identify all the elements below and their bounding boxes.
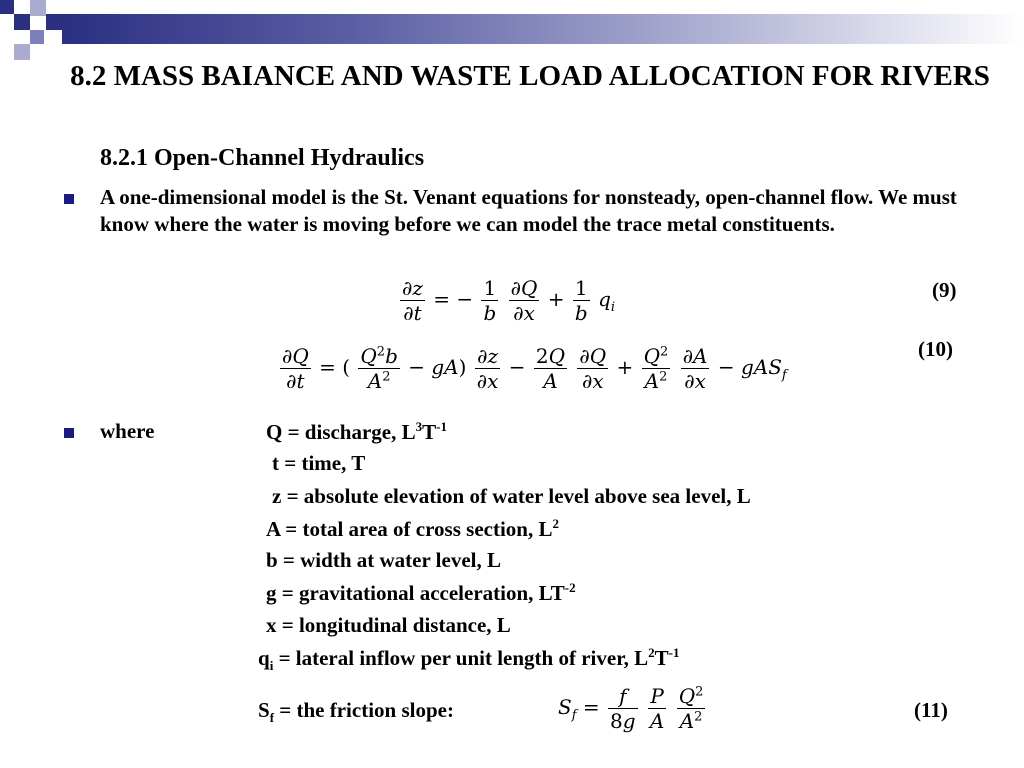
equation-10-number: (10) — [918, 337, 953, 361]
equation-10: $\frac{\partial Q}{\partial t}$ = ( $\frac{Q^2b}{A^2}$ − gA) $\frac{\partial z}{\partial x}$ − $\frac{2Q}{A}$ $\frac{\partial Q}{\partial x}$ + $\frac{Q^2}{A^2}$ $\frac{\partial A}{\partial x}$ − gAS$_f$ — [282, 344, 787, 393]
definition-lateral-inflow: $q_i$ = lateral inflow per unit length of river, $L^2T^{-1}$ — [258, 645, 680, 674]
header-gradient-bar — [62, 14, 1024, 44]
decor-square — [46, 14, 62, 30]
equation-11: $S_f$ = $\frac{f}{8g}$ $\frac{P}{A}$ $\frac{Q^2}{A^2}$ — [558, 684, 704, 733]
equation-9: $\frac{\partial z}{\partial t}$ = − $\frac{1}{b}$ $\frac{\partial Q}{\partial x}$ + $\frac{1}{b}$ $q_i$ — [402, 276, 616, 325]
definition-elevation: z = absolute elevation of water level above sea level, L — [272, 484, 751, 508]
page-title: 8.2 MASS BAIANCE AND WASTE LOAD ALLOCATION FOR RIVERS — [70, 60, 990, 92]
definition-area: A = total area of cross section, $L^2$ — [266, 516, 559, 541]
decor-square — [30, 30, 44, 44]
decor-square — [30, 0, 46, 16]
equation-9-number: (9) — [932, 278, 957, 302]
decor-square — [0, 0, 14, 14]
definition-width: b = width at water level, L — [266, 548, 501, 572]
definition-time: t = time, T — [272, 451, 366, 475]
decor-square — [14, 14, 30, 30]
intro-paragraph: A one-dimensional model is the St. Venant equations for nonsteady, open-channel flow. We must know where the water is moving before we can model the trace metal constituents. — [100, 185, 957, 236]
equation-11-number: (11) — [914, 698, 948, 722]
definition-gravity: g = gravitational acceleration, $LT^{-2}$ — [266, 580, 576, 605]
definition-discharge: Q = discharge, $L^3T^{-1}$ — [266, 419, 447, 444]
definition-friction-slope: $S_f$ = the friction slope: — [258, 698, 454, 726]
definition-distance: x = longitudinal distance, L — [266, 613, 511, 637]
where-label: where — [100, 419, 155, 443]
decor-square — [14, 44, 30, 60]
bullet-icon — [64, 194, 74, 204]
bullet-icon — [64, 428, 74, 438]
section-subtitle: 8.2.1 Open-Channel Hydraulics — [100, 145, 425, 171]
